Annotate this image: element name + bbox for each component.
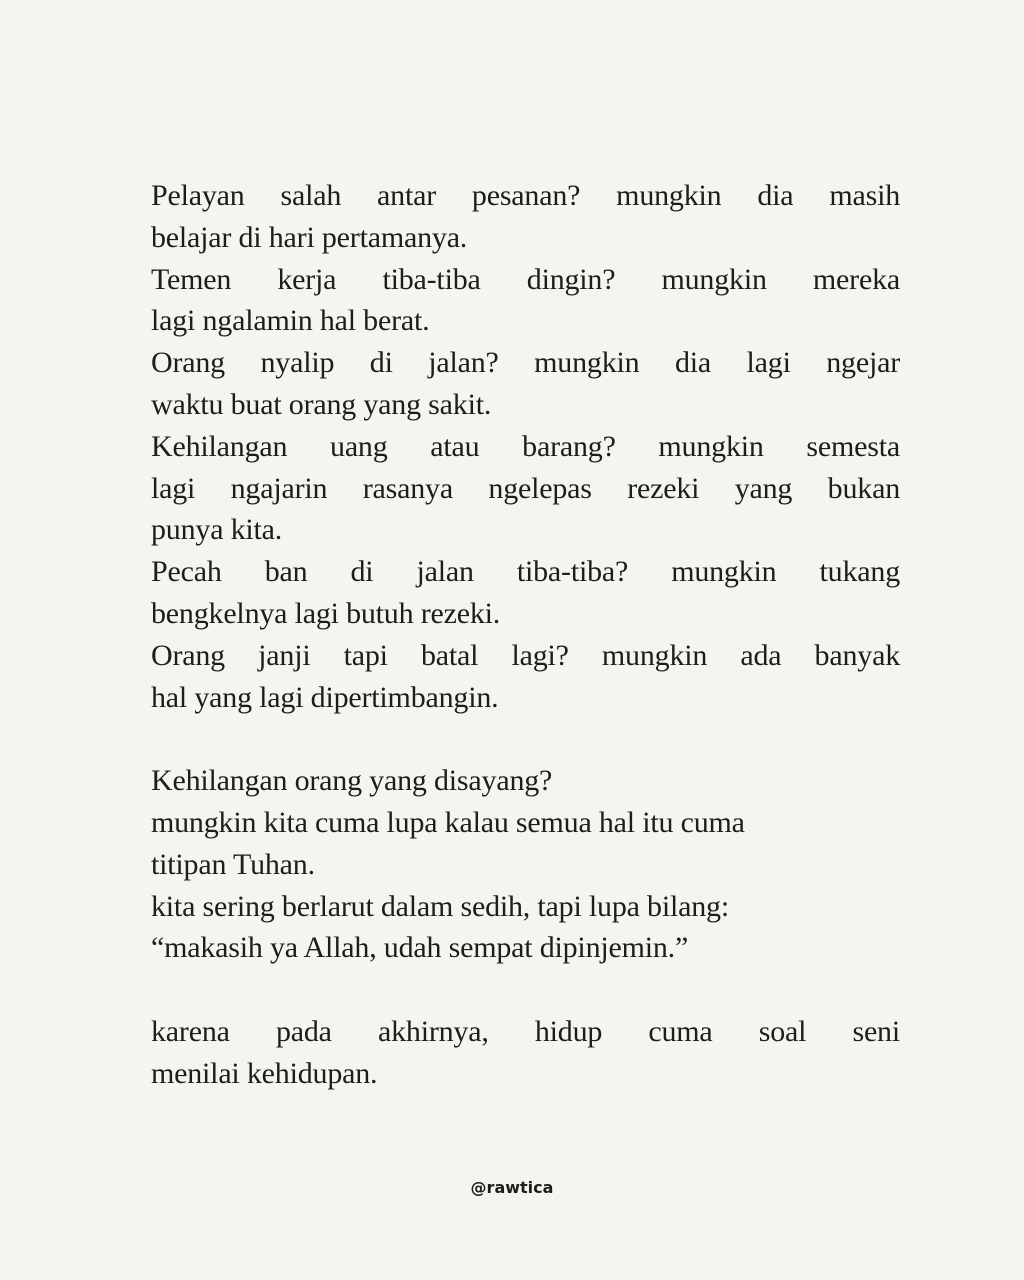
text-line: Orang janji tapi batal lagi? mungkin ada banyak [151,638,900,672]
text-line: waktu buat orang yang sakit. [151,387,492,421]
text-line: Pelayan salah antar pesanan? mungkin dia masih [151,179,900,212]
stanza [151,760,900,969]
text-line: bengkelnya lagi butuh rezeki. [151,596,501,630]
text-line: lagi ngalamin hal berat. [151,304,430,338]
stanza [151,175,900,718]
text-line: mungkin kita cuma lupa kalau semua hal itu cuma [151,805,745,839]
text-line: belajar di hari pertamanya. [151,220,468,254]
text-line: karena pada akhirnya, hidup cuma soal seni [151,1014,900,1048]
quote-text [151,175,900,1095]
text-line: “makasih ya Allah, udah sempat dipinjemin.” [151,931,689,965]
text-line: lagi ngajarin rasanya ngelepas rezeki yang bukan [151,471,900,505]
text-line: menilai kehidupan. [151,1056,378,1090]
text-line: Pecah ban di jalan tiba-tiba? mungkin tukang [151,555,900,589]
author-handle: @rawtica [470,1178,554,1197]
stanza [151,1011,900,1095]
text-line: Orang nyalip di jalan? mungkin dia lagi ngejar [151,346,900,380]
text-line: Kehilangan orang yang disayang? [151,764,553,798]
stanza-gap [151,718,900,760]
text-line: hal yang lagi dipertimbangin. [151,680,499,714]
text-line: Kehilangan uang atau barang? mungkin semesta [151,429,900,463]
text-line: kita sering berlarut dalam sedih, tapi lupa bilang: [151,889,729,923]
text-line: titipan Tuhan. [151,847,315,881]
stanza-gap [151,969,900,1011]
text-line: Temen kerja tiba-tiba dingin? mungkin mereka [151,262,900,296]
text-line: punya kita. [151,513,283,547]
